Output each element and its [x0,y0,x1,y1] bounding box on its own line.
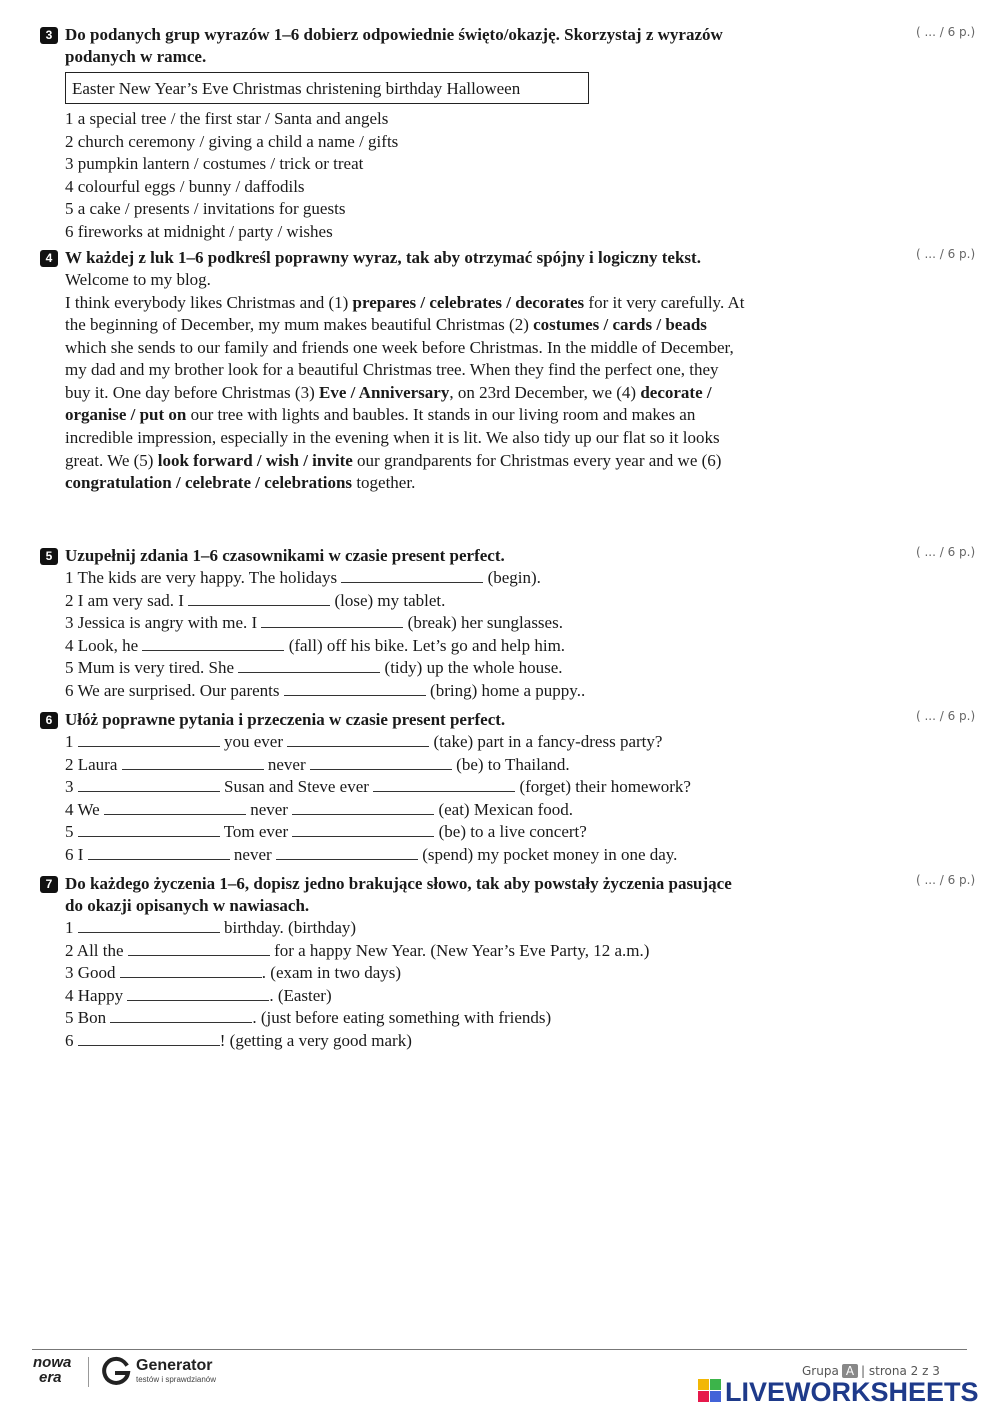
sentence-end: (bring) home a puppy.. [425,680,586,700]
blank-field[interactable] [292,800,434,815]
list-item [40,635,740,658]
sentence-start: 4 We [65,799,104,819]
exercise-instruction: Ułóż poprawne pytania i przeczenia w czasie present perfect. [65,710,506,729]
exercise-6-header [40,709,740,731]
list-item: 6 fireworks at midnight / party / wishes [65,221,333,241]
group-page-info [802,1364,940,1378]
sentence-end: (lose) my tablet. [330,590,446,610]
list-item [40,917,740,940]
sentence-end: . (exam in two days) [261,963,402,982]
liveworksheets-icon [698,1378,722,1404]
nowa-era-logo [33,1355,71,1385]
list-item [40,657,740,680]
blog-text [40,292,745,495]
sentence-start: 1 [65,732,78,751]
text-segment: , on 23rd December, we (4) [449,382,641,402]
list-item: 4 colourful eggs / bunny / daffodils [65,176,305,196]
sentence-end: (forget) their homework? [515,777,691,796]
logo-text-era: era [39,1369,62,1386]
text-segment: for it very carefully. At the beginning of December, my mum makes beautiful Christmas (2) [65,292,745,335]
sentence-end: (be) to a live concert? [434,822,587,841]
liveworksheets-logo [698,1377,979,1408]
list-item [40,567,740,590]
list-item [40,680,740,703]
list-item [40,821,740,844]
blank-field[interactable] [78,1031,220,1046]
exercise-number-badge: 5 [40,548,58,565]
blank-field[interactable] [276,845,418,860]
sentence-start: 5 Mum is very tired. She [65,658,239,677]
text-segment: together. [352,473,416,493]
blank-field[interactable] [88,845,230,860]
sentence-start: 3 [65,777,78,796]
sentence-start: 3 Good [65,963,120,982]
group-badge: A [842,1364,858,1378]
exercise-instruction: Do każdego życzenia 1–6, dopisz jedno brakujące słowo, tak aby powstały życzenia pasujące do okazji opisanych w nawiasach. [65,874,732,915]
sentence-end: ! (getting a very good mark) [219,1030,412,1050]
page-indicator: | strona 2 z 3 [861,1364,940,1378]
sentence-start: 1 The kids are very happy. The holidays [65,568,342,587]
logo-separator [88,1357,89,1387]
exercise-7-header [40,873,740,917]
text-segment: our grandparents for Christmas every year and we (6) [352,450,722,470]
sentence-middle: never [245,799,293,819]
exercise-7 [40,873,740,1052]
greeting: Welcome to my blog. [65,270,211,289]
logo-text-nowa: nowa [33,1354,72,1371]
blank-field[interactable] [78,777,220,792]
sentence-end: (spend) my pocket money in one day. [417,844,678,864]
text-segment: our tree with lights and baubles. It stands in our living room and makes an incredible impression, especially in the evening when it is lit. We also tidy up our flat so it looks great. We (5) [65,405,720,470]
list-item [40,962,740,985]
points-label: ( ... / 6 p.) [916,247,976,261]
sentence-end: for a happy New Year. (New Year’s Eve Party, 12 a.m.) [269,940,650,960]
list-item: 5 a cake / presents / invitations for guests [65,199,346,218]
blank-field[interactable] [78,918,220,933]
list-item: 1 a special tree / the first star / Santa and angels [65,109,389,128]
generator-subtitle: testów i sprawdzianów [136,1375,217,1384]
list-item [40,776,740,799]
sentence-end: (tidy) up the whole house. [380,658,563,677]
list-item [40,590,740,613]
sentence-end: . (Easter) [269,985,332,1005]
generator-logo [100,1355,217,1392]
exercise-number-badge: 7 [40,876,58,893]
sentence-start: 3 Jessica is angry with me. I [65,613,262,632]
exercise-number-badge: 6 [40,712,58,729]
sentence-middle: you ever [219,732,288,751]
exercise-number-badge: 4 [40,250,58,267]
text-segment: which she sends to our family and friends one week before Christmas. In the middle of December, my dad and my brother look for a beautiful Christmas tree. When they find the perfect one, they buy it. One day before Christmas (3) [65,337,734,402]
list-item [40,799,740,822]
sentence-start: 6 I [65,844,88,864]
option-2[interactable]: costumes / cards / beads [533,315,707,335]
blank-field[interactable] [238,658,380,673]
blank-field[interactable] [110,1008,252,1023]
list-item [40,985,740,1008]
exercise-4 [40,247,745,495]
blank-field[interactable] [78,732,220,747]
option-5[interactable]: look forward / wish / invite [157,450,353,470]
group-label: Grupa [802,1364,839,1378]
blank-field[interactable] [142,636,284,651]
sentence-end: (begin). [483,568,541,587]
list-item [40,940,740,963]
sentence-start: 6 [65,1030,78,1050]
word-box: Easter New Year’s Eve Christmas christening birthday Halloween [65,72,589,104]
sentence-end: (take) part in a fancy-dress party? [429,732,663,751]
sentence-end: (break) her sunglasses. [403,613,563,632]
sentence-start: 2 All the [65,940,128,960]
sentence-start: 4 Happy [65,985,128,1005]
option-1[interactable]: prepares / celebrates / decorates [352,292,585,312]
blank-field[interactable] [287,732,429,747]
blank-field[interactable] [120,963,262,978]
liveworksheets-wordmark: LIVEWORKSHEETS [725,1377,979,1407]
option-4[interactable]: decorate / organise / put on [65,382,712,425]
exercise-instruction: Uzupełnij zdania 1–6 czasownikami w czasie present perfect. [65,546,505,565]
sentence-start: 4 Look, he [65,635,143,655]
exercise-6 [40,709,740,866]
points-label: ( ... / 6 p.) [916,709,976,723]
list-item [40,731,740,754]
generator-g-icon [100,1355,132,1387]
exercise-3 [40,24,740,243]
blank-field[interactable] [341,568,483,583]
sentence-middle: never [263,754,310,774]
sentence-end: (be) to Thailand. [451,754,570,774]
sentence-start: 6 We are surprised. Our parents [65,680,284,700]
footer-divider [32,1349,967,1350]
list-item [40,754,740,777]
blank-field[interactable] [310,755,452,770]
option-3[interactable]: Eve / Anniversary [319,382,450,402]
blank-field[interactable] [128,941,270,956]
sentence-middle: Tom ever [219,822,293,841]
sentence-middle: Susan and Steve ever [219,777,374,796]
points-label: ( ... / 6 p.) [916,873,976,887]
list-item [40,844,740,867]
exercise-3-header [40,24,740,68]
exercise-instruction: Do podanych grup wyrazów 1–6 dobierz odpowiednie święto/okazję. Skorzystaj z wyrazów podanych w ramce. [65,25,723,66]
points-label: ( ... / 6 p.) [916,545,976,559]
sentence-end: . (just before eating something with friends) [252,1008,552,1027]
list-item: 3 pumpkin lantern / costumes / trick or treat [65,154,364,173]
sentence-start: 2 I am very sad. I [65,590,189,610]
sentence-end: (fall) off his bike. Let’s go and help him. [284,635,566,655]
sentence-start: 5 Bon [65,1008,111,1027]
blank-field[interactable] [292,822,434,837]
exercise-5 [40,545,740,702]
blank-field[interactable] [188,591,330,606]
blank-field[interactable] [373,777,515,792]
sentence-start: 2 Laura [65,754,122,774]
blank-field[interactable] [284,681,426,696]
sentence-end: birthday. (birthday) [219,918,357,937]
blank-field[interactable] [261,613,403,628]
blank-field[interactable] [78,822,220,837]
exercise-5-header [40,545,740,567]
exercise-4-header [40,247,740,269]
list-item [40,612,740,635]
blank-field[interactable] [122,755,264,770]
generator-title: Generator [136,1357,213,1374]
sentence-end: (eat) Mexican food. [434,799,573,819]
points-label: ( ... / 6 p.) [916,25,976,39]
exercise-number-badge: 3 [40,27,58,44]
sentence-start: 1 [65,918,78,937]
list-item: 2 church ceremony / giving a child a name / gifts [65,131,399,151]
blank-field[interactable] [127,986,269,1001]
list-item [40,1030,740,1053]
blank-field[interactable] [104,800,246,815]
option-6[interactable]: congratulation / celebrate / celebrations [65,473,353,493]
sentence-middle: never [229,844,276,864]
sentence-start: 5 [65,822,78,841]
exercise-instruction: W każdej z luk 1–6 podkreśl poprawny wyraz, tak aby otrzymać spójny i logiczny tekst. [65,248,701,267]
text-segment: I think everybody likes Christmas and (1) [65,292,353,312]
list-item [40,1007,740,1030]
